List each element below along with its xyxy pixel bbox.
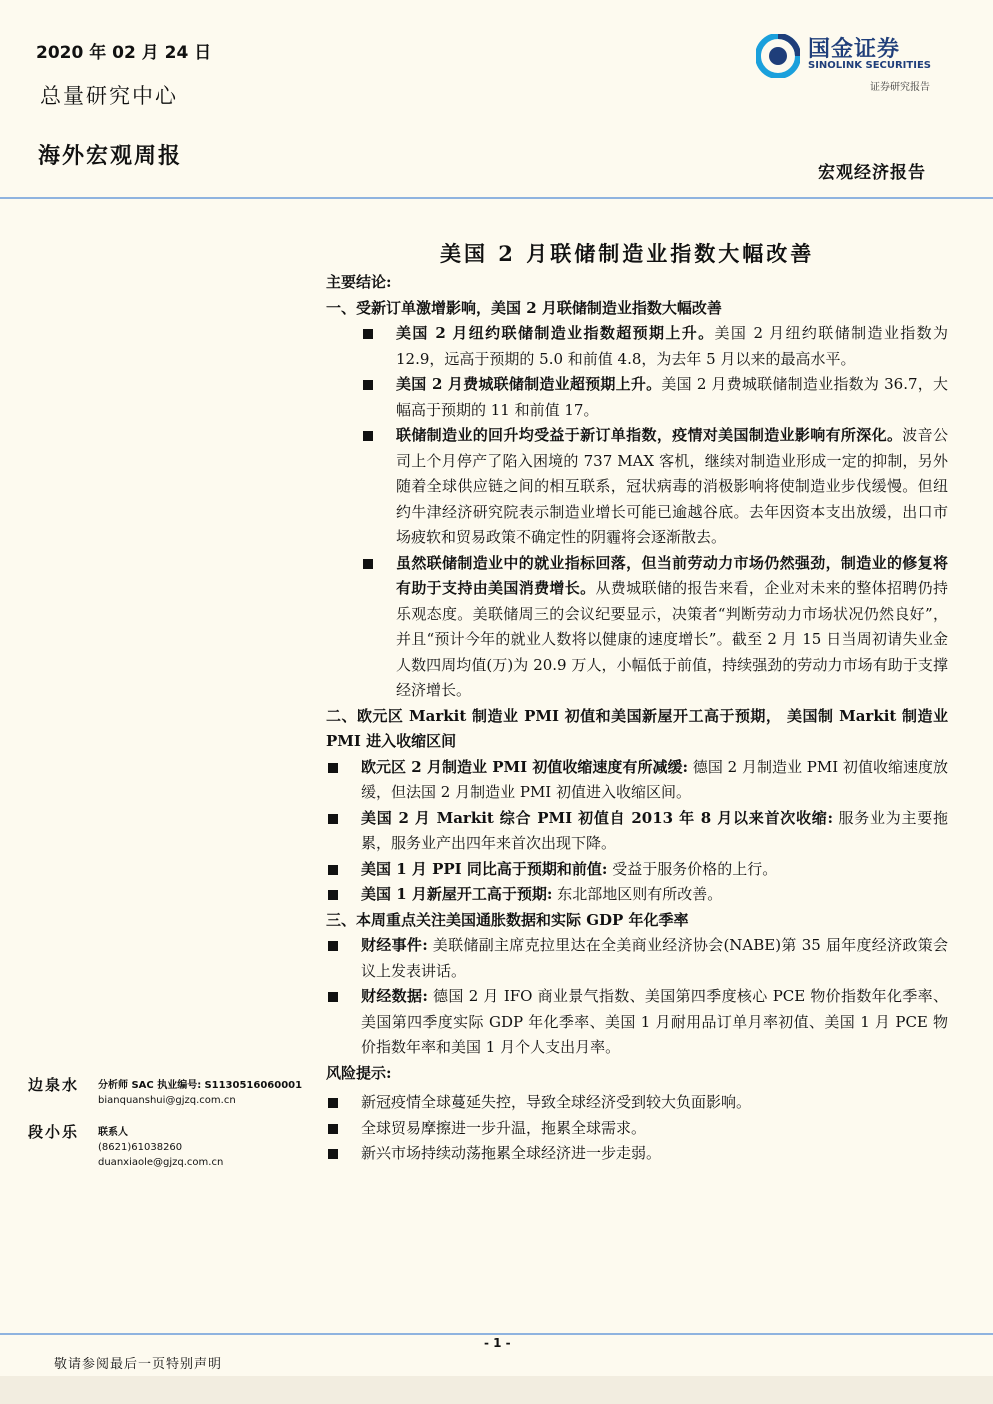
bullet-list (326, 933, 948, 1061)
analyst-email[interactable]: bianquanshui@gjzq.com.cn (98, 1095, 236, 1106)
section-heading: 二、欧元区 Markit 制造业 PMI 初值和美国新屋开工高于预期， 美国制 Markit 制造业 PMI 进入收缩区间 (326, 706, 948, 750)
list-item (326, 857, 948, 883)
list-item (326, 321, 948, 372)
report-date: 2020 年 02 月 24 日 (36, 43, 212, 63)
analyst-phone: (8621)61038260 (98, 1142, 183, 1153)
bullet-text: 美国 2 月费城联储制造业指数为 36.7，大幅高于预期的 11 和前值 17。 (396, 375, 949, 419)
company-logo (756, 32, 944, 78)
bullet-square-icon (363, 431, 373, 441)
list-item (326, 882, 948, 908)
footer-band (0, 1376, 993, 1404)
bullet-text: 德国 2 月制造业 PMI 初值收缩速度放缓，但法国 2 月制造业 PMI 初值进入收缩区间。 (361, 757, 949, 801)
bullet-square-icon (328, 865, 338, 875)
analyst-email[interactable]: duanxiaole@gjzq.com.cn (98, 1157, 224, 1168)
page-number: - 1 - (484, 1336, 511, 1350)
bullet-text: 服务业为主要拖累，服务业产出四年来首次出现下降。 (361, 808, 948, 852)
summary-label: 主要结论: (326, 273, 392, 291)
list-item (326, 755, 948, 806)
list-item (326, 1116, 948, 1142)
list-item (326, 1141, 948, 1167)
bullet-square-icon (363, 329, 373, 339)
bullet-square-icon (328, 890, 338, 900)
list-item (326, 372, 948, 423)
bullet-bold-text: 美国 2 月 Markit 综合 PMI 初值自 2013 年 8 月以来首次收缩: (361, 808, 833, 827)
analyst-info (98, 1125, 223, 1170)
bullet-list (326, 321, 948, 704)
list-item (326, 806, 948, 857)
bullet-text: 从费城联储的报告来看，企业对未来的整体招聘仍持乐观态度。美联储周三的会议纪要显示，决策者“判断劳动力市场状况仍然良好”，并且“预计今年的就业人数将以健康的速度增长”。截至 2 月 15 日当周初请失业金人数四周均值(万)为 20.9 万人，小幅低于前值，持续强劲的劳动力市场有助于支撑经济增长。 (396, 579, 948, 699)
bullet-square-icon (328, 992, 338, 1002)
report-type: 宏观经济报告 (818, 163, 926, 183)
list-item (326, 933, 948, 984)
header-divider (0, 197, 993, 199)
report-title: 美国 2 月联储制造业指数大幅改善 (440, 241, 815, 266)
analyst-id: S1130516060001 (204, 1080, 303, 1091)
analyst-name: 段小乐 (28, 1123, 80, 1141)
bullet-text: 波音公司上个月停产了陷入困境的 737 MAX 客机，继续对制造业形成一定的抑制，另外随着全球供应链之间的相互联系，冠状病毒的消极影响将使制造业步伐缓慢。但纽约牛津经济研究院表示制造业增长可能已逾越谷底。去年因资本支出放缓，出口市场疲软和贸易政策不确定性的阴霾将会逐渐散去。 (396, 426, 948, 546)
risk-list (326, 1090, 948, 1167)
risk-item-text: 新冠疫情全球蔓延失控，导致全球经济受到较大负面影响。 (361, 1093, 752, 1111)
logo-mark-icon (756, 34, 800, 78)
analyst-role: 分析师 SAC 执业编号: (98, 1080, 202, 1091)
bullet-bold-text: 美国 1 月 PPI 同比高于预期和前值: (361, 859, 608, 878)
list-item (326, 551, 948, 704)
bullet-bold-text: 财经数据: (361, 987, 428, 1005)
risk-heading: 风险提示: (326, 1063, 392, 1082)
list-item (326, 1090, 948, 1116)
bullet-square-icon (328, 1149, 338, 1159)
bullet-text: 美联储副主席克拉里达在全美商业经济协会(NABE)第 35 届年度经济政策会议上发表讲话。 (361, 936, 948, 980)
research-center-name: 总量研究中心 (40, 84, 178, 108)
bullet-square-icon (328, 763, 338, 773)
analyst-name: 边泉水 (28, 1076, 80, 1094)
bullet-bold-text: 财经事件: (361, 936, 428, 954)
bullet-bold-text: 美国 1 月新屋开工高于预期: (361, 885, 553, 903)
risk-item-text: 新兴市场持续动荡拖累全球经济进一步走弱。 (361, 1144, 662, 1162)
risk-item-text: 全球贸易摩擦进一步升温，拖累全球需求。 (361, 1118, 647, 1137)
bullet-text: 美国 2 月纽约联储制造业指数为 12.9，远高于预期的 5.0 和前值 4.8，为去年 5 月以来的最高水平。 (396, 324, 948, 368)
logo-english-name: SINOLINK SECURITIES (808, 60, 931, 71)
report-series-title: 海外宏观周报 (38, 143, 183, 169)
bullet-bold-text: 美国 2 月费城联储制造业超预期上升。 (396, 375, 662, 393)
main-content (326, 270, 948, 1167)
logo-chinese-name: 国金证券 (808, 37, 901, 62)
bullet-bold-text: 虽然联储制造业中的就业指标回落，但当前劳动力市场仍然强劲，制造业的修复将有助于支持由美国消费增长。 (396, 553, 948, 597)
bullet-bold-text: 联储制造业的回升均受益于新订单指数，疫情对美国制造业影响有所深化。 (396, 426, 903, 444)
analyst-role: 联系人 (98, 1127, 128, 1138)
section-heading: 三、本周重点关注美国通胀数据和实际 GDP 年化季率 (326, 910, 689, 929)
bullet-square-icon (328, 1098, 338, 1108)
bullet-square-icon (328, 814, 338, 824)
bullet-text: 东北部地区则有所改善。 (552, 885, 723, 903)
list-item (326, 984, 948, 1061)
bullet-text: 受益于服务价格的上行。 (607, 859, 778, 878)
bullet-list (326, 755, 948, 908)
list-item (326, 423, 948, 551)
bullet-text: 德国 2 月 IFO 商业景气指数、美国第四季度核心 PCE 物价指数年化季率、美国第四季度实际 GDP 年化季率、美国 1 月耐用品订单月率初值、美国 1 月 PCE 物价指数年率和美国 1 月个人支出月率。 (361, 987, 949, 1056)
bullet-square-icon (328, 941, 338, 951)
bullet-square-icon (363, 559, 373, 569)
bullet-bold-text: 美国 2 月纽约联储制造业指数超预期上升。 (396, 324, 715, 342)
bullet-square-icon (363, 380, 373, 390)
bullet-square-icon (328, 1124, 338, 1134)
bullet-bold-text: 欧元区 2 月制造业 PMI 初值收缩速度有所减缓: (361, 757, 689, 776)
logo-subtitle: 证券研究报告 (870, 82, 930, 93)
analyst-info (98, 1078, 302, 1108)
section-heading: 一、受新订单激增影响，美国 2 月联储制造业指数大幅改善 (326, 298, 722, 317)
footer-disclaimer: 敬请参阅最后一页特别声明 (54, 1357, 223, 1372)
footer-divider (0, 1333, 993, 1335)
